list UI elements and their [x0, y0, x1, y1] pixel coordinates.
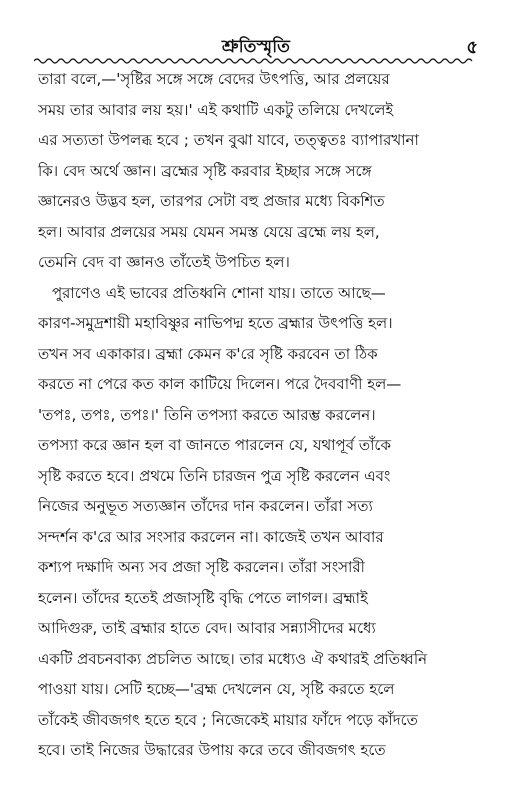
text-line: হবে। তাই নিজের উদ্ধারের উপায় করে তবে জীবজগৎ হতে: [38, 741, 386, 759]
text-line: তপস্যা করে জ্ঞান হল বা জানতে পারলেন যে, যথাপূর্ব তাঁকে: [38, 436, 391, 454]
text-line: কশ্যপ দক্ষাদি অন্য সব প্রজা সৃষ্টি করলেন। তাঁরা সংসারী: [38, 558, 365, 576]
text-line: একটি প্রবচনবাক্য প্রচলিত আছে। তার মধ্যেও ঐ কথারই প্রতিধ্বনি: [38, 649, 428, 668]
paragraph-1: [38, 64, 484, 278]
text-line: সময় তার আবার লয় হয়।' এই কথাটি একটু তলিয়ে দেখলেই: [38, 100, 394, 119]
text-line: করতে না পেরে কত কাল কাটিয়ে দিলেন। পরে দৈববাণী হল—: [38, 375, 402, 393]
text-line: তারা বলে,—'সৃষ্টির সঙ্গে সঙ্গে বেদের উৎপত্তি, আর প্রলয়ের: [38, 70, 390, 88]
text-line: কি। বেদ অর্থে জ্ঞান। ব্রহ্মের সৃষ্টি করবার ইচ্ছার সঙ্গে সঙ্গে: [38, 161, 372, 180]
text-line: সৃষ্টি করতে হবে। প্রথমে তিনি চারজন পুত্র সৃষ্টি করলেন এবং: [38, 466, 391, 485]
body-text: [38, 64, 484, 766]
text-line: নিজের অনুভূত সত্যজ্ঞান তাঁদের দান করলেন। তাঁরা সত্য: [38, 497, 373, 515]
text-line: তেমনি বেদ বা জ্ঞানও তাঁতেই উপচিত হল।: [38, 253, 290, 271]
text-line: কারণ-সমুদ্রশায়ী মহাবিষ্ণুর নাভিপদ্ম হতে ব্রহ্মার উৎপত্তি হল।: [38, 314, 393, 332]
text-line: হল। আবার প্রলয়ের সময় যেমন সমস্ত যেয়ে ব্রহ্মে লয় হল,: [38, 222, 380, 241]
text-line: তাঁকেই জীবজগৎ হতে হবে ; নিজেকেই মায়ার ফাঁদে পড়ে কাঁদতে: [38, 710, 418, 729]
running-title: শ্রুতিস্মৃতি: [221, 37, 291, 57]
text-line: 'তপঃ, তপঃ, তপঃ।' তিনি তপস্যা করতে আরম্ভ করলেন।: [38, 405, 376, 424]
text-line: পুরাণেও এই ভাবের প্রতিধ্বনি শোনা যায়। তাতে আছে—: [52, 283, 386, 302]
page-number: ৫: [466, 37, 478, 58]
page-header: [34, 34, 478, 56]
text-line: পাওয়া যায়। সেটি হচ্ছে—'ব্রহ্ম দেখলেন যে, সৃষ্টি করতে হলে: [38, 680, 395, 698]
text-line: হলেন। তাঁদের হতেই প্রজাসৃষ্টি বৃদ্ধি পেতে লাগল। ব্রহ্মাই: [38, 588, 368, 607]
text-line: এর সত্যতা উপলব্ধ হবে ; তখন বুঝা যাবে, তত্ত্বতঃ ব্যাপারখানা: [38, 131, 419, 149]
text-line: সন্দর্শন ক'রে আর সংসার করলেন না। কাজেই তখন আবার: [38, 527, 384, 546]
paragraph-2: [38, 278, 484, 766]
text-line: জ্ঞানেরও উদ্ভব হল, তারপর সেটা বহু প্রজার মধ্যে বিকশিত: [38, 192, 385, 210]
text-line: তখন সব একাকার। ব্রহ্মা কেমন ক'রে সৃষ্টি করবেন তা ঠিক: [38, 344, 378, 363]
text-line: আদিগুরু, তাই ব্রহ্মার হাতে বেদ। আবার সন্ন্যাসীদের মধ্যে: [38, 619, 376, 637]
